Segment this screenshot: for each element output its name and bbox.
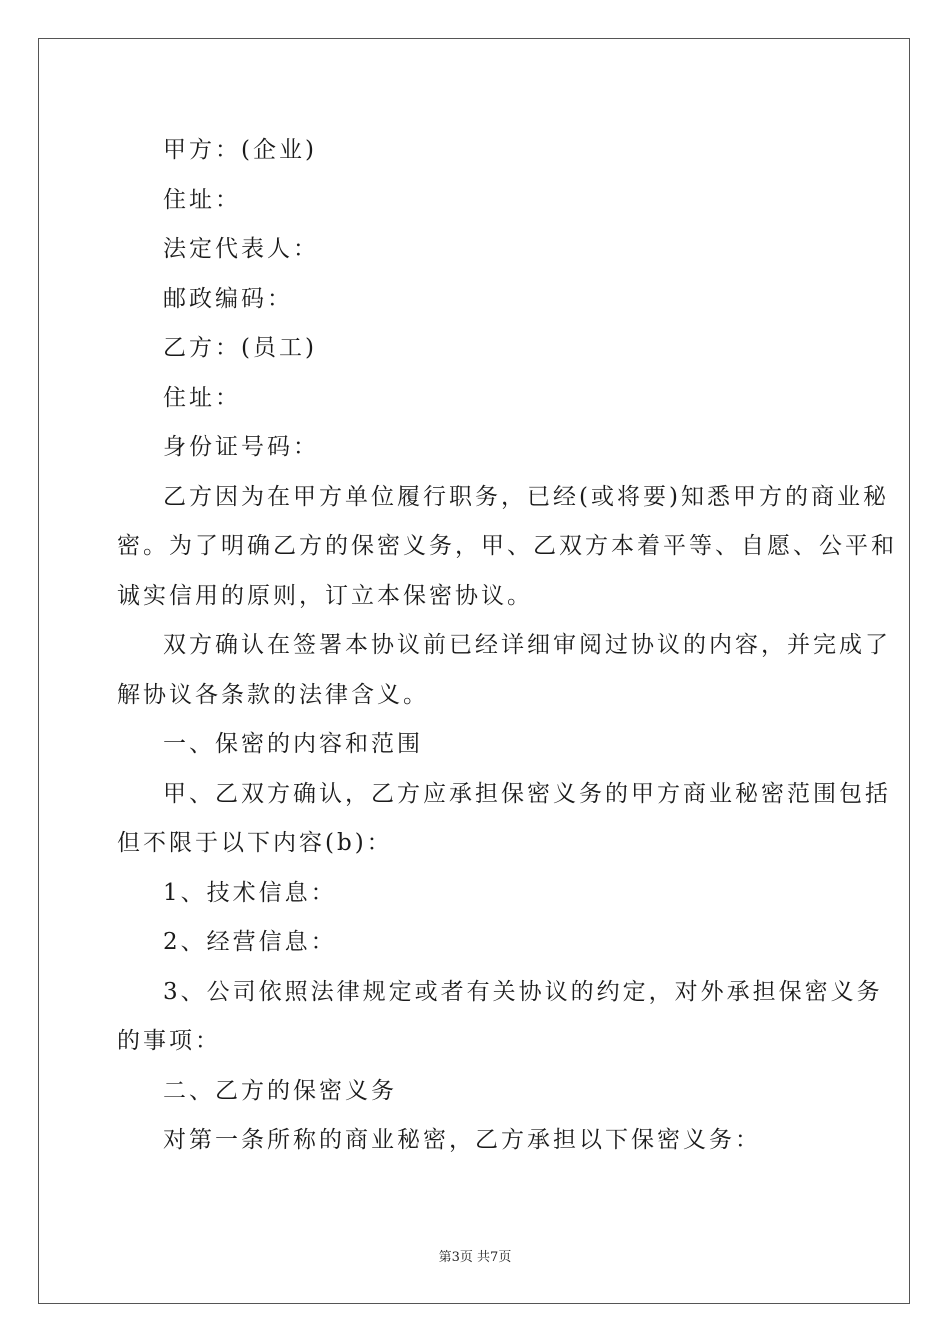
party-b-address: 住址： xyxy=(163,384,241,411)
section-heading: 一、保密的内容和范围 xyxy=(163,731,423,757)
paragraph-line: 解协议各条款的法律含义。 xyxy=(117,681,429,708)
list-item: 2、经营信息： xyxy=(163,929,337,955)
paragraph-line: 乙方因为在甲方单位履行职务，已经(或将要)知悉甲方的商业秘 xyxy=(163,483,889,510)
section-heading: 二、乙方的保密义务 xyxy=(163,1077,397,1104)
paragraph-line: 对第一条所称的商业秘密，乙方承担以下保密义务： xyxy=(163,1127,761,1153)
paragraph-line: 甲、乙双方确认，乙方应承担保密义务的甲方商业秘密范围包括 xyxy=(163,780,891,807)
postal-code: 邮政编码： xyxy=(163,285,293,312)
paragraph-line: 但不限于以下内容(b)： xyxy=(117,830,393,856)
list-item: 3、公司依照法律规定或者有关协议的约定，对外承担保密义务 xyxy=(163,978,883,1005)
paragraph-line: 的事项： xyxy=(117,1028,221,1054)
party-a-line: 甲方：(企业) xyxy=(163,137,317,163)
page-footer: 第3页 共7页 xyxy=(438,1250,512,1265)
paragraph-line: 诚实信用的原则，订立本保密协议。 xyxy=(117,582,533,609)
document-body xyxy=(117,126,897,1166)
legal-representative: 法定代表人： xyxy=(163,236,319,262)
list-item: 1、技术信息： xyxy=(163,879,337,906)
party-a-address: 住址： xyxy=(163,186,241,213)
paragraph-line: 密。为了明确乙方的保密义务，甲、乙双方本着平等、自愿、公平和 xyxy=(117,533,897,559)
id-number: 身份证号码： xyxy=(163,434,319,460)
paragraph-line: 双方确认在签署本协议前已经详细审阅过协议的内容，并完成了 xyxy=(163,632,891,658)
party-b-line: 乙方：(员工) xyxy=(163,335,317,361)
